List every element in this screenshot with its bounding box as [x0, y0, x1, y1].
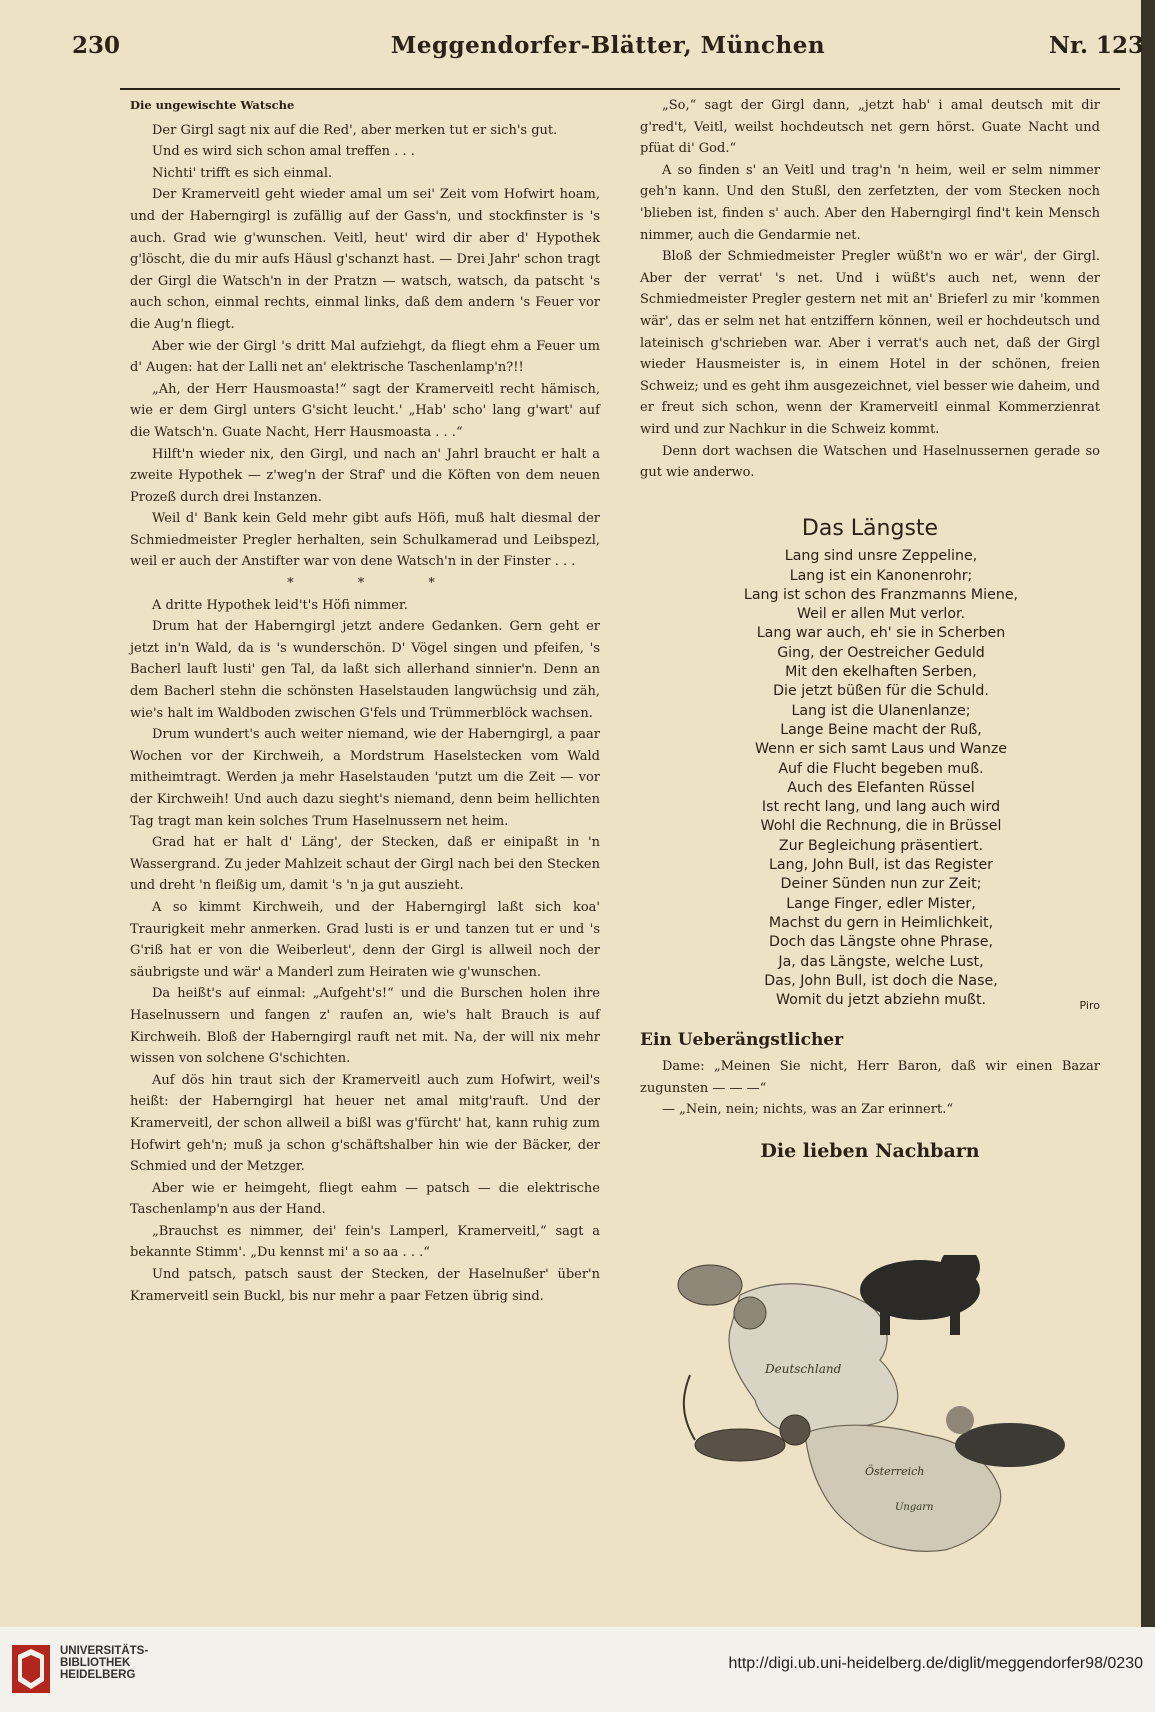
section-divider-stars: * * *: [287, 576, 465, 592]
paragraph: A so finden s' an Veitl und trag'n 'n heim, weil er selm nimmer geh'n kann. Und den Stußl, den zerfetzten, der vom Stecken noch 'blieben ist, finden s' auch. Aber den Haberngirgl find't kein Mensch nimmer, auch die Gendarmie net.: [640, 162, 1100, 243]
footer-bar: [0, 1627, 1155, 1712]
poem-line: Lang ist ein Kanonenrohr;: [789, 567, 973, 584]
paragraph: Nichti' trifft es sich einmal.: [152, 165, 333, 181]
dog-top-left: [678, 1265, 766, 1329]
institution-name: [60, 1645, 148, 1681]
running-title: Meggendorfer-Blätter, München: [390, 32, 826, 59]
source-url-link[interactable]: http://digi.ub.uni-heidelberg.de/diglit/meggendorfer98/0230: [728, 1655, 1143, 1672]
poem-author: Piro: [1079, 999, 1100, 1013]
poem-line: Womit du jetzt abziehn mußt.: [775, 992, 987, 1009]
poem-line: Mit den ekelhaften Serben,: [785, 664, 977, 681]
page-edge: [1141, 0, 1155, 1627]
paragraph: „Brauchst es nimmer, dei' fein's Lamperl, Kramerveitl,“ sagt a bekannte Stimm'. „Du kennst mi' a so aa . . .“: [130, 1223, 600, 1261]
paragraph: Da heißt's auf einmal: „Aufgeht's!“ und die Burschen holen ihre Haselnussern und fangen z' raufen an, wie's halt Brauch is auf Kirchweih. Bloß der Haberngirgl rauft net mit. Na, der will nix mehr wissen von solchene G'schichten.: [130, 986, 600, 1067]
paragraph: Auf dös hin traut sich der Kramerveitl auch zum Hofwirt, weil's heißt: der Haberngirgl hat heuer net amal mitg'rauft. Und der Kramerveitl, der schon allweil a bißl was g'fürcht' hat, kann ruhig zum Hofwirt geh'n; muß ja schon g'schäftshalber hin wie der Bäcker, der Schmied und der Metzger.: [130, 1072, 600, 1175]
poem-line: Die jetzt büßen für die Schuld.: [773, 683, 989, 700]
joke-line: Dame: „Meinen Sie nicht, Herr Baron, daß wir einen Bazar zugunsten — — —“: [640, 1059, 1100, 1096]
paragraph: Hilft'n wieder nix, den Girgl, und nach an' Jahrl braucht er halt a zweite Hypothek — z'weg'n der Straf' und die Köften von dem neuen Prozeß durch drei Instanzen.: [130, 446, 600, 505]
paragraph: „Ah, der Herr Hausmoasta!“ sagt der Kramerveitl recht hämisch, wie er dem Girgl unters G'sicht leucht.' „Hab' scho' lang g'wart' auf die Watsch'n. Guate Nacht, Herr Hausmoasta . . .“: [130, 381, 600, 440]
paragraph: Und es wird sich schon amal treffen . . .: [152, 144, 415, 160]
poem-line: Ging, der Oestreicher Geduld: [777, 644, 985, 661]
poem-line: Wohl die Rechnung, die in Brüssel: [760, 818, 1002, 835]
poem-line: Lang, John Bull, ist das Register: [768, 857, 994, 874]
map-label-hungary: Ungarn: [895, 1502, 934, 1513]
poem-line: Lang ist schon des Franzmanns Miene,: [743, 586, 1019, 603]
poem-line: Lang sind unsre Zeppeline,: [784, 548, 978, 565]
poem-line: Ist recht lang, und lang auch wird: [761, 799, 1001, 816]
cartoon-illustration: [670, 1255, 1080, 1575]
poem-line: Lange Finger, edler Mister,: [786, 895, 976, 912]
paragraph: Der Kramerveitl geht wieder amal um sei' Zeit vom Hofwirt hoam, und der Haberngirgl is zufällig auf der Gass'n, und stockfinster is 's auch. Grad wie g'wunschen. Veitl, heut' wird dir aber d' Hypothek g'löscht, die du mir aufs Häusl g'schanzt hast. — Drei Jahr' schon tragt der Girgl die Watsch'n in der Pratzn — watsch, watsch, da patscht 's auch schon, einmal rechts, einmal links, daß dem andern 's Feuer vor die Aug'n fliegt.: [130, 187, 600, 332]
paragraph: Drum wundert's auch weiter niemand, wie der Haberngirgl, a paar Wochen vor der Kirchweih, a Mordstrum Haselstecken vom Wald mitheimtragt. Werden ja mehr Haselstauden 'putzt um die Zeit — vor der Kirchweih! Und auch dazu sieght's niemand, denn beim hellichten Tag tragt man kein solches Trum Haselnussern net heim.: [130, 727, 600, 829]
paragraph: Aber wie der Girgl 's dritt Mal aufziehgt, da fliegt ehm a Feuer um d' Augen: hat der Lalli net an' elektrische Taschenlamp'n?!!: [130, 338, 600, 376]
paragraph: Weil d' Bank kein Geld mehr gibt aufs Höfi, muß halt diesmal der Schmiedmeister Pregler herhalten, sein Schulkamerad und Leibspezl, weil er auch der Anstifter war von dene Watsch'n in der Finster . . .: [130, 511, 600, 570]
page-number: 230: [72, 32, 121, 59]
poem-line: Doch das Längste ohne Phrase,: [769, 934, 993, 951]
institution-line: HEIDELBERG: [60, 1669, 136, 1681]
poem-line: Weil er allen Mut verlor.: [796, 606, 966, 623]
poem-line: Lange Beine macht der Ruß,: [780, 721, 982, 738]
header-rule: [120, 88, 1120, 90]
paragraph: Der Girgl sagt nix auf die Red', aber merken tut er sich's gut.: [152, 122, 558, 138]
paragraph: A so kimmt Kirchweih, und der Haberngirgl laßt sich koa' Traurigkeit mehr anmerken. Grad lusti is er und tanzen tut er und 's G'riß hat er von die Weiberleut', denn der Girgl is allweil noch der säubrigste und wär' a Manderl zum Heiraten wie g'wunschen.: [130, 899, 600, 980]
poem-line: Lang war auch, eh' sie in Scherben: [756, 625, 1006, 642]
left-column: [130, 95, 600, 1307]
paragraph: Aber wie er heimgeht, fliegt eahm — patsch — die elektrische Taschenlamp'n aus der Hand.: [130, 1180, 600, 1218]
page-header: [72, 30, 1144, 70]
joke-line: — „Nein, nein; nichts, was an Zar erinnert.“: [662, 1102, 953, 1118]
institution-line: UNIVERSITÄTS-: [60, 1645, 149, 1657]
poem-line: Deiner Sünden nun zur Zeit;: [780, 876, 982, 893]
map-label-germany: Deutschland: [765, 1362, 842, 1376]
poem-line: Ja, das Längste, welche Lust,: [778, 953, 984, 970]
poem-line: Auch des Elefanten Rüssel: [787, 779, 975, 796]
poem-line: Das, John Bull, ist doch die Nase,: [764, 972, 998, 989]
paragraph: Denn dort wachsen die Watschen und Haselnussernen gerade so gut wie anderwo.: [640, 443, 1100, 481]
paragraph: Drum hat der Haberngirgl jetzt andere Gedanken. Gern geht er jetzt in'n Wald, da is 's wunderschön. D' Vögel singen und pfeifen, 's Bacherl lauft lusti' gen Tal, da laßt sich allerhand sinnier'n. Denn an dem Bacherl stehn die schönsten Haselstauden langwüchsig und zäh, wie's halt im Waldboden zwischen G'fels und Trümmerblöck wachsen.: [130, 619, 600, 721]
poem-title: Das Längste: [801, 515, 939, 541]
poem-line: Wenn er sich samt Laus und Wanze: [754, 741, 1008, 758]
map-label-austria: Österreich: [865, 1465, 925, 1478]
paragraph: A dritte Hypothek leid't's Höfi nimmer.: [152, 597, 408, 613]
paragraph: „So,“ sagt der Girgl dann, „jetzt hab' i amal deutsch mit dir g'red't, Veitl, weilst hochdeutsch net gern hörst. Guate Nacht und pfüat di' God.“: [640, 98, 1100, 157]
poem-line: Machst du gern in Heimlichkeit,: [768, 914, 994, 931]
university-logo-icon: [10, 1641, 52, 1697]
poem-line: Auf die Flucht begeben muß.: [778, 760, 984, 777]
right-column: [640, 95, 1100, 1172]
joke-title: Ein Ueberängstlicher: [640, 1030, 844, 1051]
poem-line: Lang ist die Ulanenlanze;: [791, 702, 971, 719]
paragraph: Und patsch, patsch saust der Stecken, der Haselnußer' über'n Kramerveitl sein Buckl, bis nur mehr a paar Fetzen übrig sind.: [130, 1267, 600, 1304]
cartoon-title: Die lieben Nachbarn: [760, 1139, 980, 1162]
institution-line: BIBLIOTHEK: [60, 1657, 131, 1669]
story-heading: Die ungewischte Watsche: [130, 98, 295, 112]
paragraph: Grad hat er halt d' Läng', der Stecken, daß er einipaßt in 'n Wassergrand. Zu jeder Mahlzeit schaut der Girgl nach bei den Stecken und dreht 'n fleißig um, damit 's 'n ja gut auszieht.: [130, 835, 600, 894]
poem: [640, 515, 1100, 1013]
paragraph: Bloß der Schmiedmeister Pregler wüßt'n wo er wär', der Girgl. Aber der verrat' 's net. Und i wüßt's auch net, wenn der Schmiedmeister Pregler gestern net mit an' Brieferl zu mir 'kommen wär', das er selm net hat entziffern können, weil er hochdeutsch und lateinisch g'schrieben war. Aber i verrat's auch net, daß der Girgl wieder Hausmeister is, in einem Hotel in der schönen, freien Schweiz; und es geht ihm ausgezeichnet, viel besser wie daheim, und er freut sich schon, wenn der Kramerveitl einmal Kommerzienrat wird und zur Nachkur in die Schweiz kommt.: [640, 249, 1100, 437]
issue-number: Nr. 123: [1048, 32, 1144, 59]
poem-line: Zur Begleichung präsentiert.: [778, 837, 984, 854]
